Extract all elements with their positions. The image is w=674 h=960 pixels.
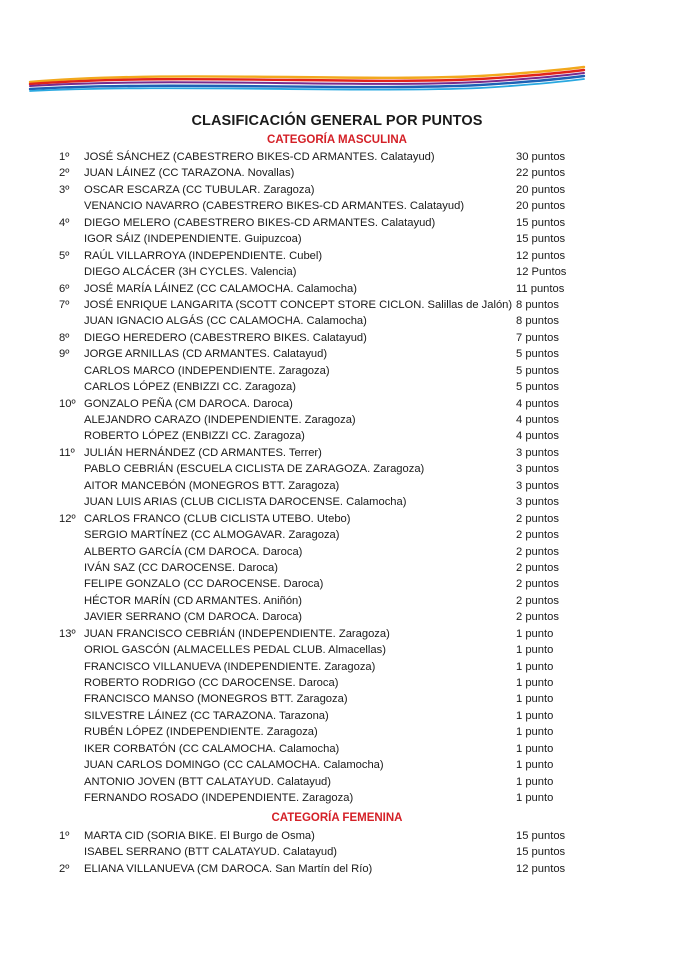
rider-name: JOSÉ ENRIQUE LANGARITA (SCOTT CONCEPT STORE CICLON. Salillas de Jalón)	[84, 298, 513, 311]
position-label: 9º	[59, 348, 70, 361]
points-value: 1 punto	[516, 627, 554, 640]
ranking-row	[0, 396, 674, 412]
rider-name: SERGIO MARTÍNEZ (CC ALMOGAVAR. Zaragoza)	[84, 529, 340, 542]
points-value: 12 puntos	[516, 862, 566, 875]
rider-name: RUBÉN LÓPEZ (INDEPENDIENTE. Zaragoza)	[84, 726, 318, 739]
ranking-row	[0, 576, 674, 592]
rider-name: GONZALO PEÑA (CM DAROCA. Daroca)	[84, 397, 293, 410]
rider-name: ALEJANDRO CARAZO (INDEPENDIENTE. Zaragoza)	[84, 414, 356, 426]
ranking-row	[0, 313, 674, 329]
points-value: 5 puntos	[516, 364, 559, 377]
points-value: 3 puntos	[516, 463, 559, 476]
points-value: 4 puntos	[516, 414, 559, 426]
points-value: 15 puntos	[516, 846, 566, 859]
rider-name: FERNANDO ROSADO (INDEPENDIENTE. Zaragoza)	[84, 792, 354, 805]
points-value: 5 puntos	[516, 381, 559, 394]
rider-name: IKER CORBATÓN (CC CALAMOCHA. Calamocha)	[84, 742, 340, 755]
rider-name: ORIOL GASCÓN (ALMACELLES PEDAL CLUB. Almacellas)	[84, 644, 386, 657]
points-value: 30 puntos	[516, 151, 566, 163]
section-heading-femenina: CATEGORÍA FEMENINA	[271, 812, 403, 824]
rider-name: JAVIER SERRANO (CM DAROCA. Daroca)	[84, 611, 302, 624]
points-value: 2 puntos	[516, 594, 559, 607]
points-value: 1 punto	[516, 677, 554, 689]
points-value: 20 puntos	[516, 200, 566, 213]
ranking-row	[0, 560, 674, 576]
points-value: 1 punto	[516, 759, 554, 772]
rider-name: VENANCIO NAVARRO (CABESTRERO BIKES-CD ARMANTES. Calatayud)	[84, 200, 465, 213]
rider-name: DIEGO MELERO (CABESTRERO BIKES-CD ARMANTES. Calatayud)	[84, 216, 436, 229]
ranking-row	[0, 527, 674, 543]
rider-name: JOSÉ MARÍA LÁINEZ (CC CALAMOCHA. Calamocha)	[84, 282, 357, 295]
ranking-row	[0, 844, 674, 860]
rider-name: CARLOS LÓPEZ (ENBIZZI CC. Zaragoza)	[84, 381, 296, 394]
rider-name: AITOR MANCEBÓN (MONEGROS BTT. Zaragoza)	[84, 479, 340, 492]
rider-name: JOSÉ SÁNCHEZ (CABESTRERO BIKES-CD ARMANTES. Calatayud)	[84, 151, 435, 163]
points-value: 1 punto	[516, 709, 554, 722]
ranking-row	[0, 149, 674, 165]
ranking-row	[0, 861, 674, 877]
rider-name: JUAN LÁINEZ (CC TARAZONA. Novallas)	[84, 167, 295, 180]
points-value: 12 Puntos	[516, 266, 567, 279]
position-label: 1º	[59, 830, 70, 842]
ranking-row	[0, 593, 674, 609]
rider-name: HÉCTOR MARÍN (CD ARMANTES. Aniñón)	[84, 594, 302, 607]
ranking-row	[0, 264, 674, 280]
rider-name: SILVESTRE LÁINEZ (CC TARAZONA. Tarazona)	[84, 709, 329, 722]
points-value: 2 puntos	[516, 561, 559, 574]
position-label: 7º	[59, 298, 70, 311]
points-value: 15 puntos	[516, 233, 566, 246]
points-value: 1 punto	[516, 792, 554, 805]
rider-name: DIEGO ALCÁCER (3H CYCLES. Valencia)	[84, 266, 297, 279]
section-heading-masculina: CATEGORÍA MASCULINA	[267, 134, 407, 146]
ranking-row	[0, 363, 674, 379]
ranking-row	[0, 297, 674, 313]
rider-name: OSCAR ESCARZA (CC TUBULAR. Zaragoza)	[84, 183, 315, 196]
ranking-row	[0, 182, 674, 198]
ranking-row	[0, 626, 674, 642]
rider-name: ROBERTO LÓPEZ (ENBIZZI CC. Zaragoza)	[84, 430, 305, 443]
ranking-row	[0, 774, 674, 790]
points-value: 3 puntos	[516, 446, 559, 459]
rider-name: JUAN CARLOS DOMINGO (CC CALAMOCHA. Calamocha)	[84, 759, 384, 772]
ranking-row	[0, 461, 674, 477]
ranking-row	[0, 248, 674, 264]
points-value: 5 puntos	[516, 348, 559, 361]
rider-name: IVÁN SAZ (CC DAROCENSE. Daroca)	[84, 561, 278, 574]
points-value: 2 puntos	[516, 529, 559, 542]
position-label: 12º	[59, 512, 76, 525]
points-value: 20 puntos	[516, 183, 566, 196]
position-label: 6º	[59, 282, 70, 295]
ranking-row	[0, 609, 674, 625]
ranking-row	[0, 346, 674, 362]
ranking-row	[0, 231, 674, 247]
ranking-row	[0, 790, 674, 806]
points-value: 8 puntos	[516, 298, 559, 311]
points-value: 2 puntos	[516, 512, 559, 525]
ranking-row	[0, 330, 674, 346]
points-value: 1 punto	[516, 726, 554, 739]
ranking-row	[0, 215, 674, 231]
points-value: 4 puntos	[516, 397, 559, 410]
points-value: 15 puntos	[516, 216, 566, 229]
rider-name: FRANCISCO VILLANUEVA (INDEPENDIENTE. Zaragoza)	[84, 660, 376, 673]
ranking-row	[0, 445, 674, 461]
header-swoosh-decoration	[0, 60, 674, 100]
position-label: 3º	[59, 183, 70, 196]
ranking-row	[0, 379, 674, 395]
rider-name: JORGE ARNILLAS (CD ARMANTES. Calatayud)	[84, 348, 328, 361]
points-value: 2 puntos	[516, 611, 559, 624]
ranking-row	[0, 428, 674, 444]
ranking-row	[0, 412, 674, 428]
position-label: 8º	[59, 331, 70, 344]
points-value: 22 puntos	[516, 167, 566, 180]
ranking-row	[0, 281, 674, 297]
ranking-row	[0, 708, 674, 724]
rider-name: ROBERTO RODRIGO (CC DAROCENSE. Daroca)	[84, 677, 339, 689]
points-value: 3 puntos	[516, 496, 559, 509]
points-value: 2 puntos	[516, 545, 559, 558]
rider-name: DIEGO HEREDERO (CABESTRERO BIKES. Calatayud)	[84, 331, 367, 344]
position-label: 1º	[59, 151, 70, 163]
rider-name: IGOR SÁIZ (INDEPENDIENTE. Guipuzcoa)	[84, 233, 302, 246]
rider-name: RAÚL VILLARROYA (INDEPENDIENTE. Cubel)	[84, 249, 323, 262]
points-value: 2 puntos	[516, 578, 559, 591]
points-value: 4 puntos	[516, 430, 559, 443]
ranking-row	[0, 659, 674, 675]
ranking-row	[0, 757, 674, 773]
rider-name: CARLOS MARCO (INDEPENDIENTE. Zaragoza)	[84, 364, 330, 377]
ranking-row	[0, 724, 674, 740]
ranking-row	[0, 828, 674, 844]
points-value: 1 punto	[516, 660, 554, 673]
points-value: 8 puntos	[516, 315, 559, 328]
ranking-row	[0, 198, 674, 214]
ranking-row	[0, 691, 674, 707]
rider-name: MARTA CID (SORIA BIKE. El Burgo de Osma)	[84, 830, 315, 842]
position-label: 2º	[59, 167, 70, 180]
rider-name: ALBERTO GARCÍA (CM DAROCA. Daroca)	[84, 545, 303, 558]
ranking-list-femenina	[0, 828, 674, 877]
points-value: 1 punto	[516, 742, 554, 755]
position-label: 5º	[59, 249, 70, 262]
ranking-row	[0, 675, 674, 691]
ranking-row	[0, 478, 674, 494]
position-label: 2º	[59, 862, 70, 875]
ranking-row	[0, 511, 674, 527]
points-value: 7 puntos	[516, 331, 559, 344]
ranking-row	[0, 741, 674, 757]
rider-name: JUAN IGNACIO ALGÁS (CC CALAMOCHA. Calamocha)	[84, 315, 367, 328]
points-value: 1 punto	[516, 775, 554, 788]
rider-name: CARLOS FRANCO (CLUB CICLISTA UTEBO. Utebo)	[84, 512, 351, 525]
ranking-row	[0, 544, 674, 560]
rider-name: ELIANA VILLANUEVA (CM DAROCA. San Martín del Río)	[84, 862, 373, 875]
rider-name: JUAN FRANCISCO CEBRIÁN (INDEPENDIENTE. Zaragoza)	[84, 627, 390, 640]
rider-name: JULIÁN HERNÁNDEZ (CD ARMANTES. Terrer)	[84, 446, 322, 459]
points-value: 11 puntos	[516, 282, 565, 295]
document-title: CLASIFICACIÓN GENERAL POR PUNTOS	[191, 113, 483, 129]
position-label: 11º	[59, 446, 75, 459]
ranking-row	[0, 494, 674, 510]
rider-name: FELIPE GONZALO (CC DAROCENSE. Daroca)	[84, 578, 324, 591]
rider-name: FRANCISCO MANSO (MONEGROS BTT. Zaragoza)	[84, 693, 348, 706]
points-value: 1 punto	[516, 644, 554, 657]
points-value: 15 puntos	[516, 830, 566, 842]
points-value: 12 puntos	[516, 249, 566, 262]
points-value: 3 puntos	[516, 479, 559, 492]
rider-name: JUAN LUIS ARIAS (CLUB CICLISTA DAROCENSE. Calamocha)	[84, 496, 407, 509]
rider-name: ISABEL SERRANO (BTT CALATAYUD. Calatayud)	[84, 846, 338, 859]
position-label: 13º	[59, 627, 76, 640]
position-label: 10º	[59, 397, 76, 410]
ranking-list-masculina	[0, 149, 674, 807]
rider-name: ANTONIO JOVEN (BTT CALATAYUD. Calatayud)	[84, 775, 332, 788]
position-label: 4º	[59, 216, 70, 229]
ranking-row	[0, 165, 674, 181]
rider-name: PABLO CEBRIÁN (ESCUELA CICLISTA DE ZARAGOZA. Zaragoza)	[84, 463, 425, 476]
ranking-row	[0, 642, 674, 658]
points-value: 1 punto	[516, 693, 554, 706]
